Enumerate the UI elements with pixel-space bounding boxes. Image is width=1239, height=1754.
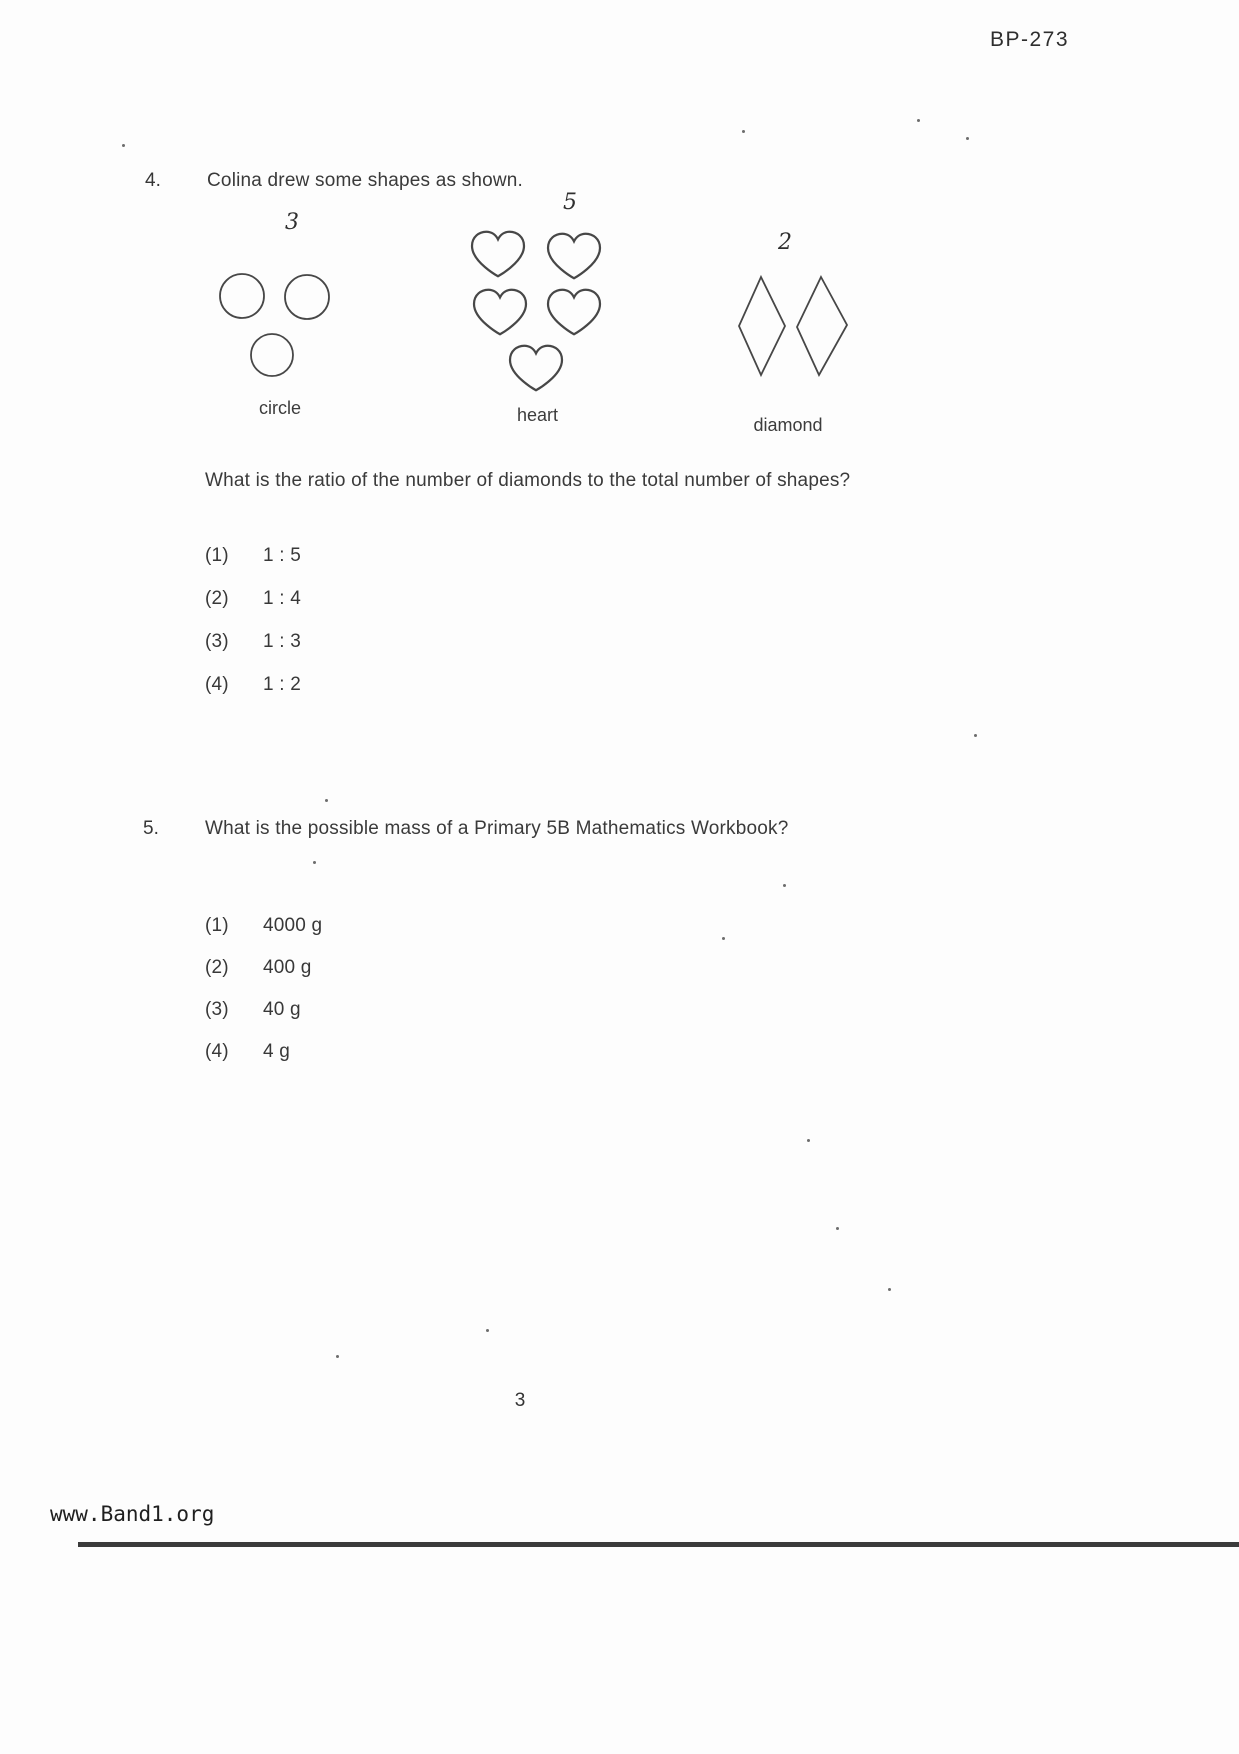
circle-count: 3: [285, 210, 299, 235]
scan-artifact: [966, 137, 969, 140]
q4-option-1-text: 1 : 5: [263, 545, 301, 566]
heart-shapes-icon: [455, 226, 625, 401]
scan-artifact: [486, 1329, 489, 1332]
circle-label: circle: [258, 398, 301, 418]
scan-artifact: [836, 1227, 839, 1230]
scan-artifact: [122, 144, 125, 147]
q4-option-2: [205, 588, 301, 610]
scan-artifact: [325, 799, 328, 802]
q5-option-4-text: 4 g: [263, 1041, 291, 1062]
diamond-shapes-icon: [735, 275, 855, 380]
q4-option-3-text: 1 : 3: [263, 631, 301, 652]
question-5-text: What is the possible mass of a Primary 5B Mathematics Workbook?: [205, 818, 789, 839]
q5-option-3-text: 40 g: [263, 999, 301, 1020]
q5-option-3: [205, 999, 301, 1021]
q5-option-3-number: (3): [205, 999, 229, 1020]
q4-option-4: [205, 674, 301, 696]
question-4-text: What is the ratio of the number of diamonds to the total number of shapes?: [205, 470, 851, 491]
heart-count: 5: [563, 190, 577, 215]
q5-option-2-number: (2): [205, 957, 229, 978]
q5-option-1-number: (1): [205, 915, 229, 936]
diamond-count: 2: [778, 230, 792, 255]
q5-option-1: [205, 915, 322, 937]
q4-option-1: [205, 545, 301, 567]
question-5-number: 5.: [143, 818, 159, 839]
scan-artifact: [313, 861, 316, 864]
q4-option-1-number: (1): [205, 545, 229, 566]
scan-edge-bar: [78, 1542, 1239, 1547]
question-4-number: 4.: [145, 170, 161, 191]
circle-shapes-icon: [210, 268, 350, 383]
q4-option-4-number: (4): [205, 674, 229, 695]
q5-option-4: [205, 1041, 290, 1063]
q4-option-4-text: 1 : 2: [263, 674, 301, 695]
q4-option-2-text: 1 : 4: [263, 588, 301, 609]
scan-artifact: [974, 734, 977, 737]
scan-artifact: [917, 119, 920, 122]
q5-option-4-number: (4): [205, 1041, 229, 1062]
scan-artifact: [742, 130, 745, 133]
q5-option-1-text: 4000 g: [263, 915, 323, 936]
diamond-label: diamond: [753, 415, 823, 435]
scan-artifact: [807, 1139, 810, 1142]
q4-option-2-number: (2): [205, 588, 229, 609]
heart-label: heart: [516, 405, 559, 425]
question-4-prompt: Colina drew some shapes as shown.: [207, 170, 524, 191]
q4-option-3: [205, 631, 301, 653]
q5-option-2: [205, 957, 312, 979]
scan-artifact: [783, 884, 786, 887]
scan-artifact: [888, 1288, 891, 1291]
scan-artifact: [722, 937, 725, 940]
q4-option-3-number: (3): [205, 631, 229, 652]
page-number: 3: [514, 1390, 526, 1411]
q5-option-2-text: 400 g: [263, 957, 312, 978]
footer-url: www.Band1.org: [50, 1502, 215, 1526]
scan-artifact: [336, 1355, 339, 1358]
paper-code: BP-273: [990, 28, 1070, 51]
